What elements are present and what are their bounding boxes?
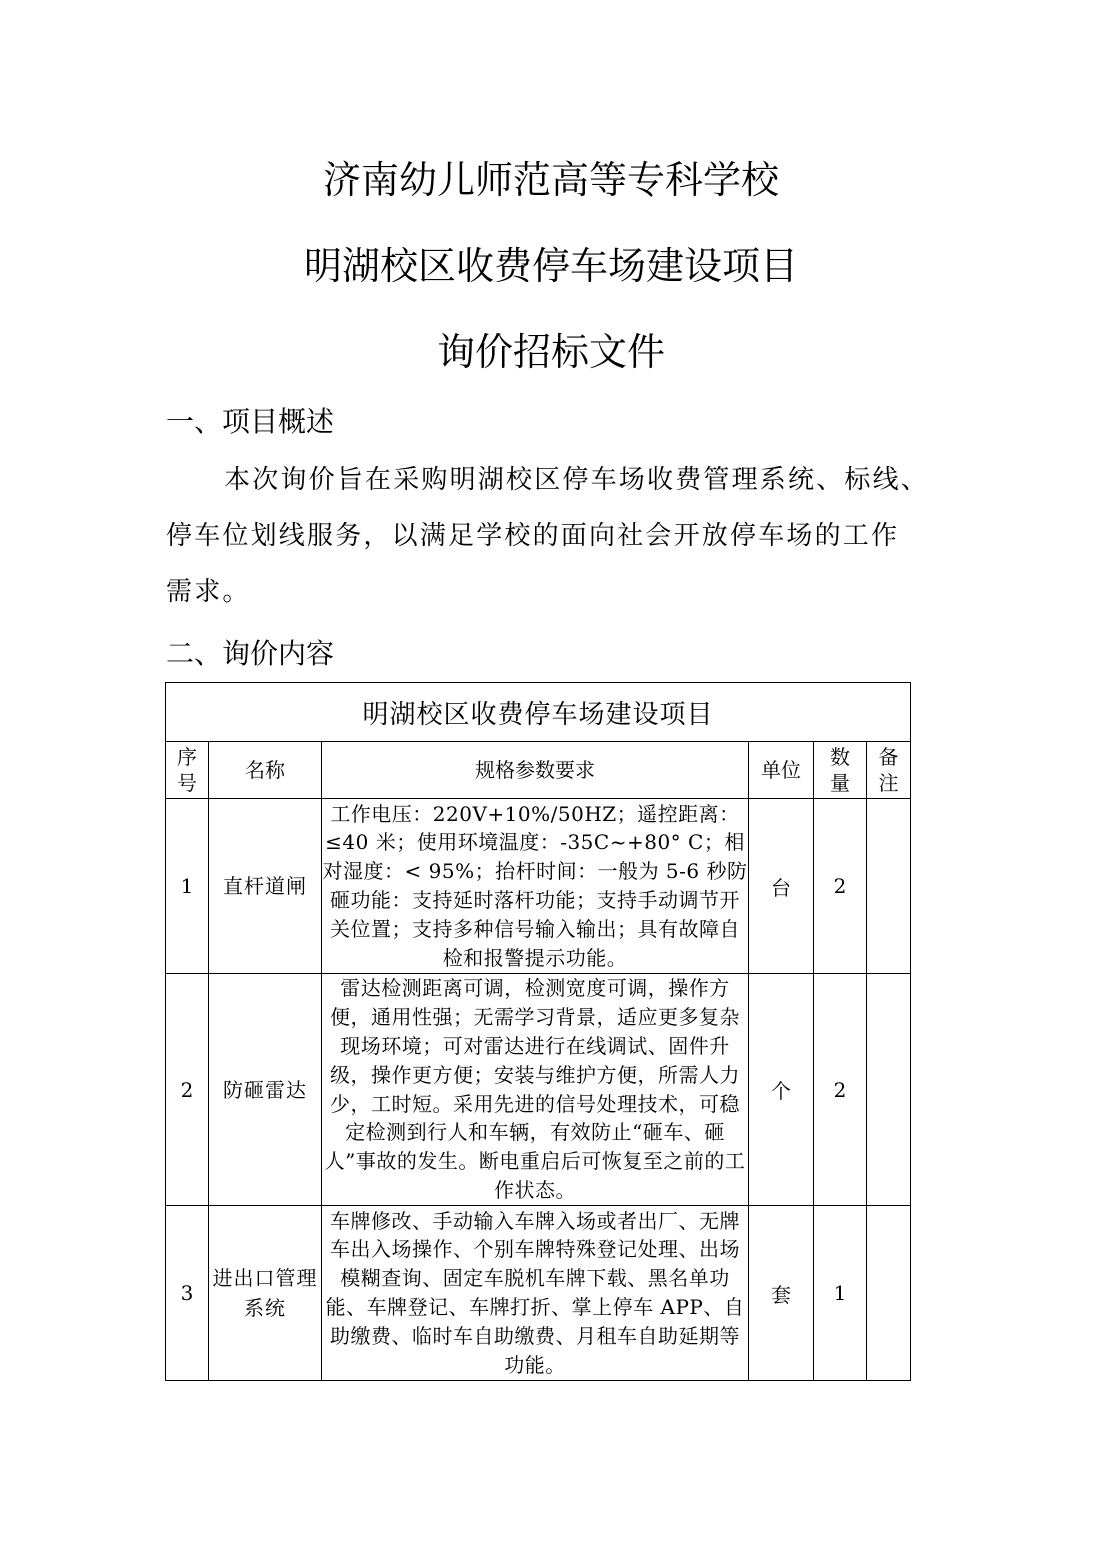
row-qty: 2 (814, 974, 867, 1206)
section-heading-inquiry-content: 二、询价内容 (166, 637, 335, 670)
overview-line-1: 本次询价旨在采购明湖校区停车场收费管理系统、标线、 (224, 465, 930, 495)
inquiry-table (165, 682, 911, 1381)
row-index: 3 (166, 1206, 209, 1381)
document-title-line-3: 询价招标文件 (436, 330, 665, 374)
row-qty: 2 (814, 799, 867, 974)
table-caption: 明湖校区收费停车场建设项目 (166, 683, 911, 742)
header-unit: 单位 (749, 742, 814, 799)
header-spec: 规格参数要求 (322, 742, 749, 799)
header-name: 名称 (209, 742, 322, 799)
table-row (166, 799, 911, 974)
row-unit: 台 (749, 799, 814, 974)
row-name: 防砸雷达 (209, 974, 322, 1206)
row-name: 进出口管理系统 (209, 1206, 322, 1381)
section-heading-overview: 一、项目概述 (166, 405, 335, 438)
row-spec: 工作电压：220V+10%/50HZ；遥控距离：≤40 米；使用环境温度：-35C~+80° C；相对湿度：< 95%；抬杆时间：一般为 5-6 秒防砸功能：支持延时落杆功能；支持手动调节开关位置；支持多种信号输入输出；具有故障自检和报警提示功能。 (322, 799, 749, 974)
overview-line-3: 需求。 (166, 577, 251, 607)
row-unit: 套 (749, 1206, 814, 1381)
row-name: 直杆道闸 (209, 799, 322, 974)
row-remark (867, 799, 911, 974)
table-row (166, 974, 911, 1206)
table-row (166, 1206, 911, 1381)
row-index: 1 (166, 799, 209, 974)
header-remark: 备注 (867, 742, 911, 799)
row-qty: 1 (814, 1206, 867, 1381)
header-index: 序号 (166, 742, 209, 799)
header-qty: 数量 (814, 742, 867, 799)
row-spec: 雷达检测距离可调，检测宽度可调，操作方便，通用性强；无需学习背景，适应更多复杂现场环境；可对雷达进行在线调试、固件升级，操作更方便；安装与维护方便，所需人力少，工时短。采用先进的信号处理技术，可稳定检测到行人和车辆，有效防止“砸车、砸人”事故的发生。断电重启后可恢复至之前的工作状态。 (322, 974, 749, 1206)
overview-line-2: 停车位划线服务，以满足学校的面向社会开放停车场的工作 (166, 521, 900, 551)
document-title-line-2: 明湖校区收费停车场建设项目 (303, 244, 798, 288)
row-index: 2 (166, 974, 209, 1206)
row-remark (867, 1206, 911, 1381)
table-header-row (166, 742, 911, 799)
document-title-line-1: 济南幼儿师范高等专科学校 (322, 158, 779, 202)
row-unit: 个 (749, 974, 814, 1206)
overview-paragraph (166, 452, 966, 620)
row-remark (867, 974, 911, 1206)
row-spec: 车牌修改、手动输入车牌入场或者出厂、无牌车出入场操作、个别车牌特殊登记处理、出场模糊查询、固定车脱机车牌下载、黑名单功能、车牌登记、车牌打折、掌上停车 APP、自助缴费、临时车自助缴费、月租车自助延期等功能。 (322, 1206, 749, 1381)
